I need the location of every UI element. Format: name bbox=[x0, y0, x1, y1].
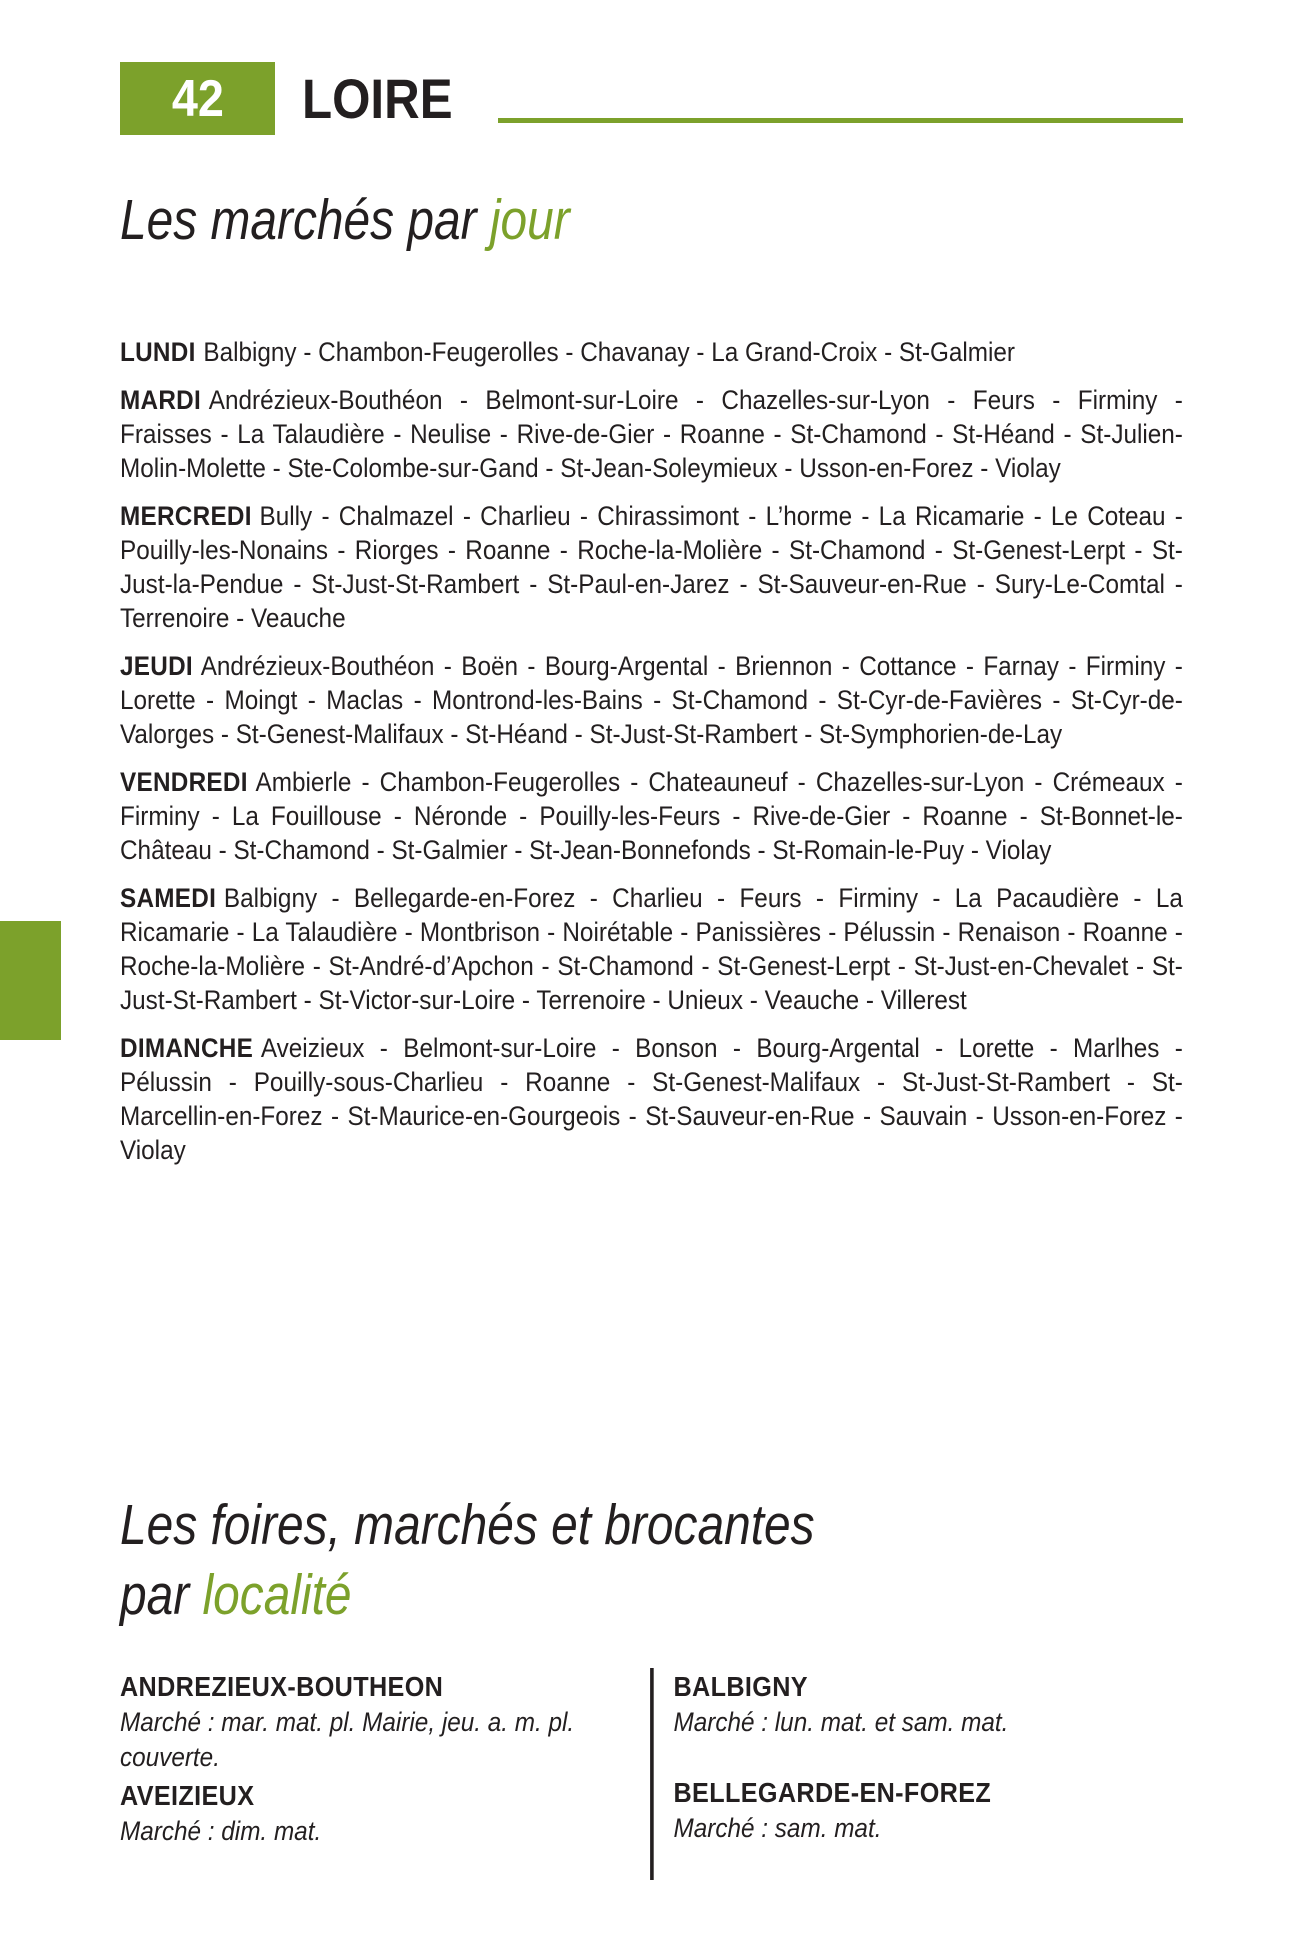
day-paragraph-sunday bbox=[120, 1031, 1183, 1167]
day-towns: Balbigny - Bellegarde-en-Forez - Charlieu - Feurs - Firminy - La Pacaudière - La Ricamarie - La Talaudière - Montbrison - Noirétable - Panissières - Pélussin - Renaison - Roanne - Roche-la-Molière - St-André-d’Apchon - St-Chamond - St-Genest-Lerpt - St-Just-en-Chevalet - St-Just-St-Rambert - St-Victor-sur-Loire - Terrenoire - Unieux - Veauche - Villerest bbox=[120, 883, 1183, 1015]
day-towns: Ambierle - Chambon-Feugerolles - Chateauneuf - Chazelles-sur-Lyon - Crémeaux - Firminy - La Fouillouse - Néronde - Pouilly-les-Feurs - Rive-de-Gier - Roanne - St-Bonnet-le-Château - St-Chamond - St-Galmier - St-Jean-Bonnefonds - St-Romain-le-Puy - Violay bbox=[120, 767, 1183, 865]
day-paragraph-tuesday bbox=[120, 383, 1183, 485]
day-label: MERCREDI bbox=[120, 501, 252, 531]
day-label: VENDREDI bbox=[120, 767, 248, 797]
locality-name: BELLEGARDE-EN-FOREZ bbox=[673, 1777, 992, 1808]
markets-by-day-title-prefix: Les marchés par bbox=[120, 188, 477, 252]
locality-name: BALBIGNY bbox=[673, 1671, 808, 1702]
day-paragraph-thursday bbox=[120, 649, 1183, 751]
page-content bbox=[120, 62, 1183, 1846]
locality-entry bbox=[120, 1777, 612, 1849]
page-edge-tab bbox=[0, 921, 61, 1040]
by-locality-title-line2 bbox=[120, 1560, 1013, 1630]
day-paragraph-monday bbox=[120, 335, 1183, 369]
locality-market-info: Marché : mar. mat. pl. Mairie, jeu. a. m. pl. couverte. bbox=[120, 1707, 575, 1772]
department-number: 42 bbox=[171, 69, 224, 128]
locality-entry bbox=[674, 1668, 1183, 1740]
locality-entry bbox=[120, 1668, 612, 1775]
locality-market-info: Marché : dim. mat. bbox=[120, 1816, 322, 1846]
day-label: JEUDI bbox=[120, 651, 193, 681]
locality-market-info: Marché : sam. mat. bbox=[673, 1813, 882, 1843]
by-locality-title-prefix: par bbox=[120, 1563, 190, 1627]
markets-by-day-title-highlight: jour bbox=[489, 188, 570, 252]
by-locality-title-highlight: localité bbox=[202, 1563, 352, 1627]
locality-name: ANDREZIEUX-BOUTHEON bbox=[120, 1671, 444, 1702]
day-label: LUNDI bbox=[120, 337, 196, 367]
day-paragraph-saturday bbox=[120, 881, 1183, 1017]
day-label: MARDI bbox=[120, 385, 201, 415]
day-towns: Balbigny - Chambon-Feugerolles - Chavanay - La Grand-Croix - St-Galmier bbox=[203, 337, 1016, 367]
locality-column-left bbox=[120, 1668, 650, 1880]
day-paragraph-wednesday bbox=[120, 499, 1183, 635]
day-label: DIMANCHE bbox=[120, 1033, 254, 1063]
day-towns: Aveizieux - Belmont-sur-Loire - Bonson - Bourg-Argental - Lorette - Marlhes - Pélussin - Pouilly-sous-Charlieu - Roanne - St-Genest-Malifaux - St-Just-St-Rambert - St-Marcellin-en-Forez - St-Maurice-en-Gourgeois - St-Sauveur-en-Rue - Sauvain - Usson-en-Forez - Violay bbox=[120, 1033, 1183, 1165]
department-name: LOIRE bbox=[302, 67, 453, 130]
by-locality-title bbox=[120, 1490, 1013, 1630]
day-towns: Bully - Chalmazel - Charlieu - Chirassimont - L’horme - La Ricamarie - Le Coteau - Pouilly-les-Nonains - Riorges - Roanne - Roche-la-Molière - St-Chamond - St-Genest-Lerpt - St-Just-la-Pendue - St-Just-St-Rambert - St-Paul-en-Jarez - St-Sauveur-en-Rue - Sury-Le-Comtal - Terrenoire - Veauche bbox=[120, 501, 1183, 633]
locality-market-info: Marché : lun. mat. et sam. mat. bbox=[673, 1707, 1009, 1737]
locality-entry bbox=[674, 1774, 1183, 1846]
day-towns: Andrézieux-Bouthéon - Boën - Bourg-Argental - Briennon - Cottance - Farnay - Firminy - Lorette - Moingt - Maclas - Montrond-les-Bains - St-Chamond - St-Cyr-de-Favières - St-Cyr-de-Valorges - St-Genest-Malifaux - St-Héand - St-Just-St-Rambert - St-Symphorien-de-Lay bbox=[120, 651, 1183, 749]
by-locality-title-line1: Les foires, marchés et brocantes bbox=[120, 1493, 815, 1557]
header-rule bbox=[498, 118, 1183, 123]
department-number-badge bbox=[120, 62, 275, 135]
markets-by-day-title bbox=[120, 185, 1013, 255]
locality-name: AVEIZIEUX bbox=[120, 1780, 255, 1811]
page-header bbox=[120, 62, 1183, 135]
day-towns: Andrézieux-Bouthéon - Belmont-sur-Loire - Chazelles-sur-Lyon - Feurs - Firminy - Fraisses - La Talaudière - Neulise - Rive-de-Gier - Roanne - St-Chamond - St-Héand - St-Julien-Molin-Molette - Ste-Colombe-sur-Gand - St-Jean-Soleymieux - Usson-en-Forez - Violay bbox=[120, 385, 1183, 483]
by-locality-section bbox=[120, 1490, 1183, 1880]
locality-columns bbox=[120, 1668, 1183, 1880]
markets-by-day-list bbox=[120, 335, 1183, 1167]
day-paragraph-friday bbox=[120, 765, 1183, 867]
day-label: SAMEDI bbox=[120, 883, 217, 913]
locality-column-right bbox=[650, 1668, 1183, 1880]
